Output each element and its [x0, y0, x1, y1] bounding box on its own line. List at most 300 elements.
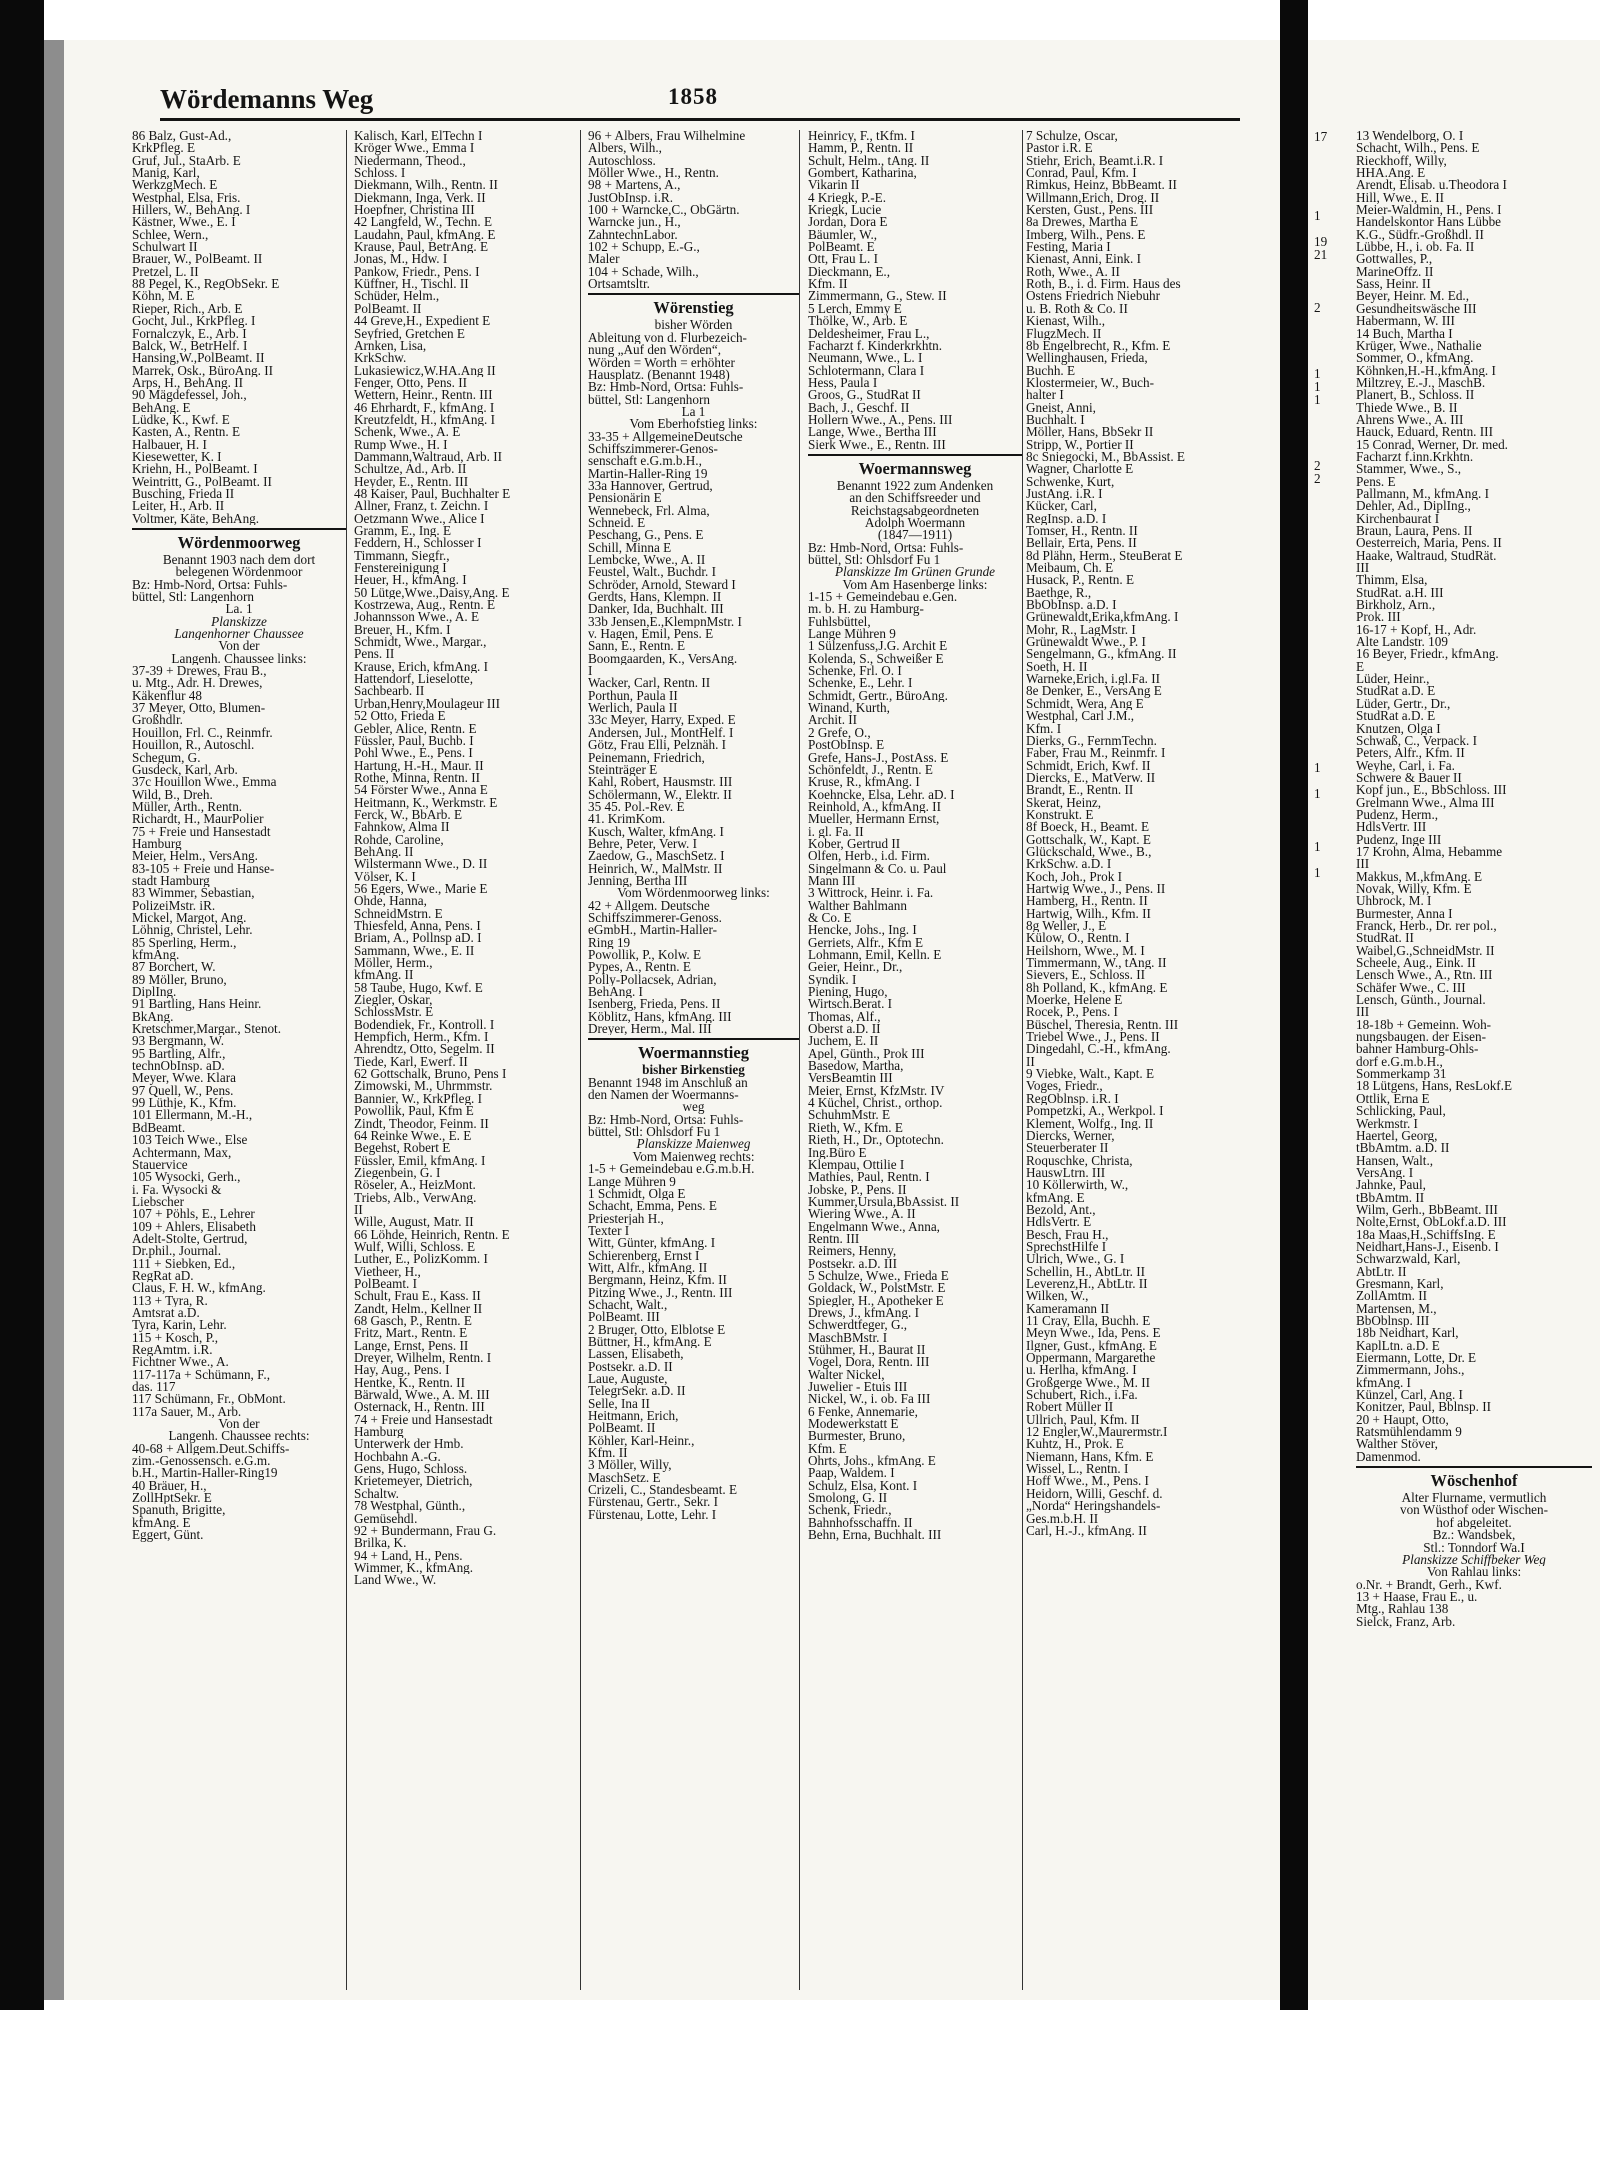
directory-line: Thölke, W., Arb. E: [808, 315, 908, 328]
directory-line: Seyfried, Gretchen E: [354, 327, 465, 340]
directory-line: Steuerberater II: [1026, 1142, 1109, 1155]
directory-line: Lange Mühren 9: [808, 628, 896, 641]
directory-line: Hay, Aug., Pens. I: [354, 1364, 450, 1377]
directory-line: Hattendorf, Lieselotte,: [354, 673, 474, 686]
directory-line: Alte Landstr. 109: [1356, 636, 1448, 649]
directory-line: 3 Wittrock, Heinr. i. Fa.: [808, 887, 934, 900]
directory-line: Schenk, Wwe., A. E: [354, 426, 461, 439]
directory-line: Bezold, Ant.,: [1026, 1203, 1096, 1217]
directory-line: Wilstermann Wwe., D. II: [354, 858, 488, 871]
directory-line: Von der: [218, 1418, 260, 1431]
directory-line: Ulrich, Wwe., G. I: [1026, 1253, 1125, 1266]
directory-line: Ferck, W., BbArb. E: [354, 808, 463, 822]
directory-line: Niedermann, Theod.,: [354, 154, 466, 168]
directory-line: Basedow, Martha,: [808, 1060, 904, 1073]
directory-line: Löhnig, Christel, Lehr.: [132, 924, 253, 937]
directory-line: BdBeamt.: [132, 1121, 186, 1135]
directory-line: 13 Wendelborg, O. I: [1356, 130, 1464, 143]
next-page-fragment: [1314, 432, 1327, 445]
directory-line: Arendt, Elisab. u.Theodora I: [1356, 179, 1507, 192]
directory-line: Vietheer, H.,: [354, 1265, 421, 1278]
directory-line: 20 + Haupt, Otto,: [1356, 1413, 1449, 1427]
directory-line: Vom Am Hasenberge links:: [842, 578, 988, 592]
directory-line: II: [354, 1203, 363, 1217]
directory-line: 50 Lütge,Wwe.,Daisy,Ang. E: [354, 586, 510, 600]
directory-line: 58 Taube, Hugo, Kwf. E: [354, 981, 483, 995]
directory-line: Planert, B., Schloss. II: [1356, 389, 1475, 402]
directory-line: 46 Ehrhardt, F., kfmAng. I: [354, 401, 495, 414]
directory-line: eGmbH., Martin-Haller-: [588, 924, 718, 937]
directory-line: Spanuth, Brigitte,: [132, 1504, 226, 1517]
directory-line: 40 Bräuer, H.,: [132, 1479, 207, 1493]
directory-line: Kopf jun., E., BbSchloss. III: [1356, 784, 1507, 797]
directory-line: Büschel, Theresia, Rentn. III: [1026, 1018, 1179, 1032]
directory-line: PostObInsp. E: [808, 739, 885, 752]
directory-line: Haake, Waltraud, StudRät.: [1356, 549, 1497, 563]
directory-line: Benannt 1903 nach dem dort: [162, 554, 316, 567]
directory-line: Gerriets, Alfr., Kfm E: [808, 936, 923, 949]
directory-line: Gottwalles, P.,: [1356, 253, 1433, 266]
directory-line: bisher Wörden: [654, 319, 733, 332]
directory-line: Niemann, Hans, Kfm. E: [1026, 1450, 1154, 1464]
scan-margin-bottom: [0, 2010, 1600, 2177]
directory-line: Kameramann II: [1026, 1302, 1110, 1315]
directory-line: Zaedow, G., MaschSetz. I: [588, 850, 725, 863]
directory-line: Krietemeyer, Dietrich,: [354, 1475, 473, 1488]
directory-line: Ullrich, Paul, Kfm. II: [1026, 1413, 1140, 1427]
next-page-fragment: [1314, 748, 1327, 761]
directory-line: Breuer, H., Kfm. I: [354, 623, 451, 637]
directory-line: Archit. II: [808, 714, 858, 727]
next-page-fragment: [1314, 616, 1327, 629]
directory-line: 100 + Warncke,C., ObGärtn.: [588, 204, 740, 217]
directory-line: Schiffszimmerer-Genoss.: [588, 911, 722, 925]
directory-line: Sommerkamp 31: [1356, 1068, 1447, 1081]
directory-line: Bäumler, W.,: [808, 228, 878, 242]
directory-line: Roquschke, Christa,: [1026, 1154, 1133, 1167]
directory-line: Balck, W., BetrHelf. I: [132, 339, 248, 353]
directory-line: Scheele, Aug., Eink. II: [1356, 957, 1476, 970]
directory-line: Heuer, H., kfmAng. I: [354, 574, 467, 587]
directory-line: nung „Auf den Wörden“,: [588, 344, 722, 357]
directory-line: 14 Buch, Martha I: [1356, 327, 1453, 340]
next-page-fragment: [1314, 524, 1327, 537]
directory-line: Weintritt, G., PolBeamt. II: [132, 475, 272, 488]
directory-line: Kreutzfeldt, H., kfmAng. I: [354, 413, 495, 427]
directory-line: Ratsmühlendamm 9: [1356, 1426, 1462, 1439]
next-page-fragment: [1314, 603, 1327, 616]
directory-line: Apel, Günth., Prok III: [808, 1047, 925, 1061]
directory-line: Facharzt f. Kinderkrkhtn.: [808, 339, 943, 353]
directory-line: büttel, Stl: Ohlsdorf Fu 1: [588, 1126, 721, 1139]
directory-line: Kirchenbaurat I: [1356, 512, 1440, 525]
directory-line: Dieckmann, E.,: [808, 265, 891, 279]
directory-line: PolBeamt. II: [354, 302, 422, 316]
directory-line: 6 Fenke, Annemarie,: [808, 1405, 918, 1419]
directory-line: 40-68 + Allgem.Deut.Schiffs-: [132, 1442, 290, 1456]
directory-line: Hartwig, Wilh., Kfm. II: [1026, 907, 1151, 920]
directory-line: Brandt, E., Rentn. II: [1026, 784, 1134, 797]
next-page-fragment: [1314, 800, 1327, 813]
column-3: [588, 130, 800, 1990]
directory-line: Westphal, Elsa, Fris.: [132, 191, 241, 205]
directory-line: Hess, Paula I: [808, 376, 878, 390]
directory-line: Priesterjah H.,: [588, 1212, 664, 1225]
directory-line: 96 + Albers, Frau Wilhelmine: [588, 130, 746, 143]
directory-line: Besch, Frau H.,: [1026, 1228, 1109, 1241]
directory-line: Külow, O., Rentn. I: [1026, 932, 1130, 945]
directory-line: büttel, Stl: Langenhorn: [132, 591, 254, 604]
directory-line: stadt Hamburg: [132, 874, 210, 888]
directory-line: ZahntechnLabor.: [588, 228, 678, 242]
directory-line: Lukasiewicz,W.HA.Ang II: [354, 364, 496, 377]
next-page-fragment: [1314, 826, 1327, 839]
directory-line: Ahrens Wwe., A. III: [1356, 413, 1464, 427]
directory-line: kfmAng.: [132, 949, 180, 962]
directory-line: Schlee, Wern.,: [132, 228, 209, 242]
directory-line: m. b. H. zu Hamburg-: [808, 603, 924, 616]
directory-line: 68 Gasch, P., Rentn. E: [354, 1315, 472, 1328]
directory-line: an den Schiffsreeder und: [849, 492, 981, 505]
directory-line: Bz: Hmb-Nord, Ortsa: Fuhls-: [132, 578, 288, 592]
directory-line: 16-17 + Kopf, H., Adr.: [1356, 623, 1477, 637]
directory-line: Voltmer, Käte, BehAng.: [132, 512, 260, 525]
directory-line: Thiesfeld, Anna, Pens. I: [354, 920, 481, 933]
directory-line: Pens. II: [354, 648, 395, 661]
directory-line: Buchhalt. I: [1026, 413, 1085, 427]
directory-line: ZollAmtm. II: [1356, 1290, 1428, 1303]
directory-line: Zimmermann, G., Stew. II: [808, 290, 947, 303]
next-page-fragment: [1314, 261, 1327, 274]
directory-line: Stiehr, Erich, Beamt.i.R. I: [1026, 154, 1164, 168]
directory-line: Mathies, Paul, Rentn. I: [808, 1171, 930, 1184]
directory-line: Jobske, P., Pens. II: [808, 1183, 907, 1196]
directory-line: Käkenflur 48: [132, 689, 202, 703]
directory-line: MarineOffz. II: [1356, 265, 1434, 279]
directory-line: Schwerdtfeger, G.,: [808, 1319, 908, 1332]
directory-line: Ges.m.b.H. II: [1026, 1512, 1099, 1525]
directory-line: Bahnhofsschaffn. II: [808, 1516, 913, 1530]
directory-line: Witt, Günter, kfmAng. I: [588, 1237, 716, 1250]
directory-line: 8f Boeck, H., Beamt. E: [1026, 821, 1150, 834]
directory-line: Rieckhoff, Willy,: [1356, 154, 1447, 168]
directory-line: Osternack, H., Rentn. III: [354, 1401, 485, 1414]
directory-line: Hamm, P., Rentn. II: [808, 142, 914, 155]
directory-line: Kfm. II: [588, 1447, 628, 1460]
directory-line: Kahl, Robert, Hausmstr. III: [588, 776, 733, 789]
directory-line: Möller Wwe., H., Rentn.: [588, 167, 719, 180]
directory-line: Wille, August, Matr. II: [354, 1216, 474, 1229]
directory-line: Martensen, M.,: [1356, 1302, 1437, 1315]
directory-line: Geier, Heinr., Dr.,: [808, 961, 903, 974]
directory-line: 12 Engler,W.,Maurermstr.I: [1026, 1426, 1168, 1439]
directory-line: Schulz, Elsa, Kont. I: [808, 1479, 918, 1493]
directory-line: Gruf, Jul., StaArb. E: [132, 154, 241, 168]
directory-line: Fuhlsbüttel,: [808, 615, 871, 629]
directory-line: i. gl. Fa. II: [808, 825, 864, 838]
directory-line: II: [1026, 1055, 1035, 1069]
directory-line: Planskizze Im Grünen Grunde: [834, 566, 996, 579]
directory-line: Pankow, Friedr., Pens. I: [354, 265, 480, 279]
directory-line: DiplIng.: [132, 986, 177, 999]
directory-line: Lembcke, Wwe., A. II: [588, 554, 706, 567]
directory-line: Postsekr. a.D. III: [808, 1257, 898, 1270]
directory-line: kfmAng. E: [1026, 1191, 1085, 1204]
directory-line: 44 Greve,H., Expedient E: [354, 315, 491, 328]
directory-line: Spiegler, H., Apotheker E: [808, 1294, 944, 1307]
directory-line: Roth, Wwe., A. II: [1026, 265, 1120, 279]
directory-line: 8d Plähn, Herm., SteuBerat E: [1026, 549, 1183, 563]
directory-line: Gramm, E., Ing. E: [354, 525, 452, 538]
directory-line: Planskizze: [211, 615, 267, 629]
directory-line: Stühmer, H., Baurat II: [808, 1344, 926, 1357]
directory-line: 115 + Kosch, P.,: [132, 1331, 219, 1344]
directory-line: 94 + Land, H., Pens.: [354, 1549, 463, 1562]
directory-line: Schult, Frau E., Kass. II: [354, 1290, 481, 1303]
column-6: [1356, 130, 1592, 1990]
directory-line: Beyer, Heinr. M. Ed.,: [1356, 290, 1470, 303]
next-page-fragment: [1314, 577, 1327, 590]
next-page-fragment: 1: [1314, 759, 1321, 775]
directory-line: Mohr, R., LagMstr. I: [1026, 623, 1136, 637]
directory-line: Diercks, Werner,: [1026, 1129, 1115, 1143]
directory-line: Jahnke, Paul,: [1356, 1179, 1426, 1192]
directory-line: Lübbe, H., i. ob. Fa. II: [1356, 241, 1475, 254]
directory-line: Oppermann, Margarethe: [1026, 1352, 1156, 1365]
directory-line: Ahrendtz, Otto, Segelm. II: [354, 1043, 495, 1056]
directory-line: Wilm, Gerh., BbBeamt. III: [1356, 1203, 1498, 1217]
directory-line: Hochbahn A.-G.: [354, 1450, 441, 1464]
directory-line: Heitmann, Erich,: [588, 1410, 679, 1423]
directory-line: Miltzrey, E.-J., MaschB.: [1356, 376, 1486, 390]
directory-line: Heinrich, W., MalMstr. II: [588, 862, 723, 875]
directory-line: Wettern, Heinr., Rentn. III: [354, 389, 493, 402]
directory-line: Makkus, M.,kfmAng. E: [1356, 870, 1483, 883]
directory-line: Porthun, Paula II: [588, 689, 678, 703]
directory-line: KrkSchw. a.D. I: [1026, 858, 1112, 871]
street-heading: Wöschenhof: [1356, 1466, 1592, 1492]
directory-line: bisher Birkenstieg: [642, 1064, 745, 1077]
directory-line: Robert Müller II: [1026, 1401, 1114, 1414]
directory-line: Ostens Friedrich Niebuhr: [1026, 290, 1161, 303]
directory-line: Meibaum, Ch. E: [1026, 562, 1114, 575]
directory-line: Claus, F. H. W., kfmAng.: [132, 1282, 266, 1295]
directory-line: Tomser, H., Rentn. II: [1026, 525, 1138, 538]
directory-line: 88 Pegel, K., RegObSekr. E: [132, 278, 280, 291]
directory-line: Uhbrock, M. I: [1356, 895, 1432, 908]
directory-line: Ohde, Hanna,: [354, 895, 427, 908]
directory-line: Boomgaarden, K., VersAng.: [588, 652, 738, 666]
directory-line: Bz.: Wandsbek,: [1432, 1529, 1516, 1542]
directory-line: Meyer, Wwe. Klara: [132, 1072, 236, 1085]
directory-line: Moerke, Helene E: [1026, 994, 1123, 1007]
directory-line: Ziegler, Oskar,: [354, 994, 433, 1007]
directory-line: Timmann, Siegfr.,: [354, 549, 450, 563]
scan-border-left: [0, 0, 44, 2010]
directory-line: Völser, K. I: [354, 870, 416, 883]
directory-line: Pretzel, L. II: [132, 265, 199, 279]
directory-line: 3 Möller, Willy,: [588, 1459, 672, 1472]
next-page-fragment: [1314, 314, 1327, 327]
directory-line: 37c Houillon Wwe., Emma: [132, 776, 277, 789]
directory-line: Planskizze Maienweg: [636, 1138, 751, 1151]
directory-line: RegInsp. a.D. I: [1026, 512, 1107, 525]
directory-line: Gocht, Jul., KrkPfleg. I: [132, 315, 256, 328]
directory-line: Schiffszimmerer-Genos-: [588, 442, 718, 456]
directory-line: 8b Engelbrecht, R., Kfm. E: [1026, 339, 1171, 353]
directory-line: Peters, Alfr., Kfm. II: [1356, 747, 1465, 760]
directory-line: Meier, Ernst, KfzMstr. IV: [808, 1084, 945, 1098]
directory-line: von Wüsthof oder Wischen-: [1399, 1504, 1549, 1517]
directory-line: Pallmann, M., kfmAng. I: [1356, 487, 1489, 501]
directory-line: 7 Schulze, Oscar,: [1026, 130, 1118, 143]
directory-line: Zimmermann, Johs.,: [1356, 1364, 1465, 1377]
directory-line: Neumann, Wwe., L. I: [808, 352, 923, 365]
directory-line: 18 Lütgens, Hans, ResLokf.E: [1356, 1080, 1513, 1093]
next-page-fragment: [1314, 156, 1327, 169]
directory-line: Köblitz, Hans, kfmAng. III: [588, 1010, 732, 1024]
directory-line: Laue, Auguste,: [588, 1373, 668, 1386]
directory-line: Waibel,G.,SchneidMstr. II: [1356, 944, 1495, 958]
directory-line: Zindt, Theodor, Feinm. II: [354, 1117, 489, 1130]
next-page-fragment: 21: [1314, 247, 1328, 263]
directory-line: Fichtner Wwe., A.: [132, 1356, 229, 1369]
directory-line: Rothe, Minna, Rentn. II: [354, 771, 480, 785]
directory-line: Pompetzki, A., Werkpol. I: [1026, 1105, 1164, 1118]
directory-line: Werlich, Paula II: [588, 702, 678, 715]
next-page-fragment: [1314, 853, 1327, 866]
directory-line: Lohmann, Emil, Kelln. E: [808, 949, 942, 962]
directory-line: Sengelmann, G., kfmAng. II: [1026, 648, 1177, 661]
directory-line: kfmAng. II: [354, 969, 414, 982]
next-page-fragment: 1: [1314, 207, 1321, 223]
directory-line: Schenke, Frl. O. I: [808, 665, 902, 678]
next-page-fragment: 17: [1314, 129, 1328, 144]
directory-line: Tyra, Karin, Lehr.: [132, 1319, 227, 1332]
directory-line: v. Hagen, Emil, Pens. E: [588, 628, 714, 641]
directory-line: 117-117a + Schümann, F.,: [132, 1368, 270, 1382]
directory-line: Langenhorner Chaussee: [174, 628, 304, 641]
directory-line: Houillon, Frl. C., Reinmfr.: [132, 726, 273, 740]
directory-line: Braun, Laura, Pens. II: [1356, 525, 1473, 538]
page-number: 1858: [668, 84, 718, 109]
directory-line: Vom Eberhofstieg links:: [629, 418, 758, 431]
directory-line: Hamburg: [132, 837, 182, 851]
directory-line: Schenke, E., Lehr. I: [808, 677, 913, 690]
directory-line: 10 Köllerwirth, W.,: [1026, 1179, 1129, 1192]
directory-line: Hauck, Eduard, Rentn. III: [1356, 426, 1493, 439]
directory-line: Wirtsch.Berat. I: [808, 998, 893, 1011]
directory-line: 41. KrimKom.: [588, 813, 666, 826]
directory-line: Pitzing Wwe., J., Rentn. III: [588, 1286, 733, 1299]
directory-line: Witt, Alfr., kfmAng. II: [588, 1261, 708, 1275]
directory-line: 99 Lüthje, K., Kfm.: [132, 1097, 237, 1110]
directory-line: Heinricy, F., tKfm. I: [808, 130, 915, 143]
directory-line: Fürstenau, Lotte, Lehr. I: [588, 1508, 717, 1522]
directory-line: 18a Maas,H.,SchiffsIng. E: [1356, 1228, 1496, 1241]
directory-line: Feustel, Walt., Buchdr. I: [588, 566, 716, 579]
directory-line: Mann III: [808, 874, 856, 888]
directory-line: Eggert, Günt.: [132, 1529, 204, 1542]
directory-line: Houillon, R., Autoschl.: [132, 739, 255, 752]
directory-line: Kruse, R., kfmAng. I: [808, 776, 920, 789]
directory-line: Bz: Hmb-Nord, Ortsa: Fuhls-: [588, 1113, 744, 1127]
directory-line: Piening, Hugo,: [808, 986, 888, 999]
directory-line: Schüder, Helm.,: [354, 290, 440, 303]
directory-line: 4 Kriegk, P.-E.: [808, 191, 887, 205]
directory-line: Pohl Wwe., E., Pens. I: [354, 747, 473, 760]
next-page-fragment: [1314, 288, 1327, 301]
directory-line: Gens, Hugo, Schloss.: [354, 1463, 468, 1476]
directory-line: Behn, Erna, Buchhalt. III: [808, 1529, 942, 1542]
directory-line: VersAng. I: [1356, 1166, 1414, 1180]
header-rule: [160, 118, 1240, 121]
directory-line: Reinhold, A., kfmAng. II: [808, 800, 941, 814]
directory-line: Dr.phil., Journal.: [132, 1245, 222, 1258]
directory-line: 111 + Siebken, Ed.,: [132, 1257, 236, 1270]
directory-line: Gottschalk, W., Kapt. E: [1026, 833, 1151, 846]
next-page-fragment: [1314, 511, 1327, 524]
directory-line: 56 Egers, Wwe., Marie E: [354, 882, 488, 896]
directory-line: Benannt 1922 zum Andenken: [836, 479, 994, 493]
directory-line: Büttner, H., kfmAng. E: [588, 1335, 712, 1349]
directory-line: kfmAng. I: [1356, 1376, 1411, 1390]
directory-line: Dierks, G., FernmTechn.: [1026, 734, 1157, 748]
directory-line: Schulwart II: [132, 241, 198, 254]
directory-line: Faber, Frau M., Reinmfr. I: [1026, 747, 1166, 760]
directory-line: Arnken, Lisa,: [354, 339, 427, 353]
directory-line: Schlotermann, Clara I: [808, 364, 925, 377]
directory-line: E: [1356, 660, 1365, 674]
directory-line: Adolph Woermann: [864, 516, 966, 530]
directory-line: PolBeamt. I: [354, 1277, 418, 1291]
directory-line: Hamberg, H., Rentn. II: [1026, 895, 1148, 908]
directory-line: Rump Wwe., H. I: [354, 438, 448, 451]
directory-line: Facharzt f.inn.Krkhtn.: [1356, 450, 1474, 464]
street-heading: Woermannstieg: [588, 1038, 799, 1064]
directory-line: Ohrts, Johs., kfmAng. E: [808, 1455, 936, 1468]
directory-line: Luther, E., PolizKomm. I: [354, 1253, 488, 1266]
directory-line: Jonas, M., Hdw. I: [354, 253, 448, 266]
directory-line: bahner Hamburg-Ohls-: [1356, 1043, 1479, 1056]
directory-line: Köhler, Karl-Heinr.,: [588, 1434, 695, 1448]
binding-strip: [44, 40, 64, 2000]
directory-line: Fenger, Otto, Pens. II: [354, 376, 468, 390]
directory-line: 1-5 + Gemeindebau e.G.m.b.H.: [588, 1163, 755, 1176]
directory-line: Rieper, Rich., Arb. E: [132, 302, 243, 316]
directory-line: Schloss. I: [354, 167, 406, 180]
directory-line: Künzel, Carl, Ang. I: [1356, 1389, 1463, 1402]
directory-line: Bergmann, Heinz, Kfm. II: [588, 1274, 727, 1287]
directory-line: 117a Sauer, M., Arb.: [132, 1405, 242, 1419]
directory-line: Schellin, H., AbtLtr. II: [1026, 1265, 1146, 1278]
directory-line: Ring 19: [588, 936, 631, 949]
directory-line: 105 Wysocki, Gerh.,: [132, 1171, 241, 1184]
column-5: [1026, 130, 1264, 1990]
directory-line: Kusch, Walter, kfmAng. I: [588, 825, 724, 838]
next-page-fragment: [1314, 564, 1327, 577]
directory-line: Füssler, Emil, kfmAng. I: [354, 1154, 486, 1167]
directory-line: SchuhmMstr. E: [808, 1109, 891, 1122]
directory-line: Knutzen, Olga I: [1356, 722, 1441, 735]
street-heading: Wörenstieg: [588, 293, 799, 319]
directory-line: Röseler, A., HeizMont.: [354, 1179, 476, 1192]
directory-line: Ortsamtsltr.: [588, 278, 650, 291]
directory-line: Kfm. I: [1026, 722, 1062, 735]
directory-line: Pudenz, Inge III: [1356, 833, 1442, 846]
directory-line: Handelskontor Hans Lübbe: [1356, 216, 1502, 229]
directory-line: (1847—1911): [877, 529, 953, 542]
